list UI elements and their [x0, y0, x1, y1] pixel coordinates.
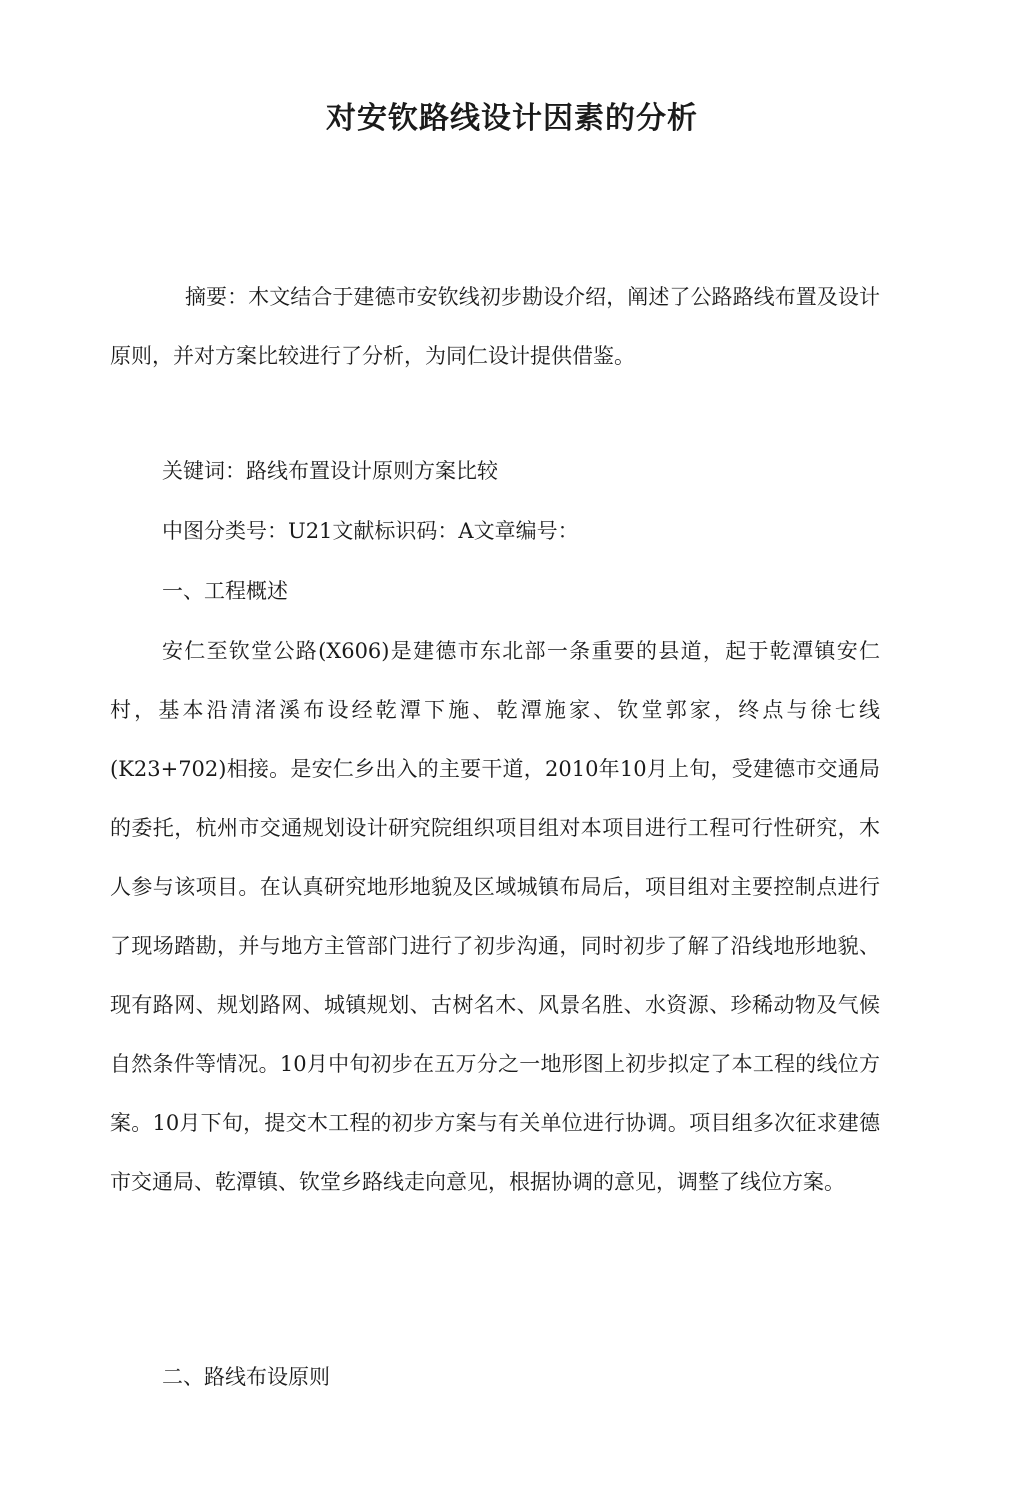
classification-line: 中图分类号：U21文献标识码：A文章编号：	[162, 519, 579, 543]
document-title: 对安钦路线设计因素的分析	[326, 101, 698, 136]
section-heading-overview: 一、工程概述	[162, 579, 288, 603]
section-heading-routing-principles: 二、路线布设原则	[162, 1365, 330, 1389]
overview-paragraph: 安仁至钦堂公路(X606)是建德市东北部一条重要的县道，起于乾潭镇安仁村，基本沿清渚溪布设经乾潭下施、乾潭施家、钦堂郭家，终点与徐七线(K23+702)相接。是安仁乡出入的主要干道，2010年10月上旬，受建德市交通局的委托，杭州市交通规划设计研究院组织项目组对本项目进行工程可行性研究，木人参与该项目。在认真研究地形地貌及区域城镇布局后，项目组对主要控制点进行了现场踏勘，并与地方主管部门进行了初步沟通，同时初步了解了沿线地形地貌、现有路网、规划路网、城镇规划、古树名木、风景名胜、水资源、珍稀动物及气候自然条件等情况。10月中旬初步在五万分之一地形图上初步拟定了本工程的线位方案。10月下旬，提交木工程的初步方案与有关单位进行协调。项目组多次征求建德市交通局、乾潭镇、钦堂乡路线走向意见，根据协调的意见，调整了线位方案。	[110, 639, 880, 1194]
keywords-line: 关键词：路线布置设计原则方案比较	[162, 459, 498, 483]
abstract-paragraph: 摘要：木文结合于建德市安钦线初步勘设介绍，阐述了公路路线布置及设计原则，并对方案比较进行了分析，为同仁设计提供借鉴。	[110, 285, 880, 368]
